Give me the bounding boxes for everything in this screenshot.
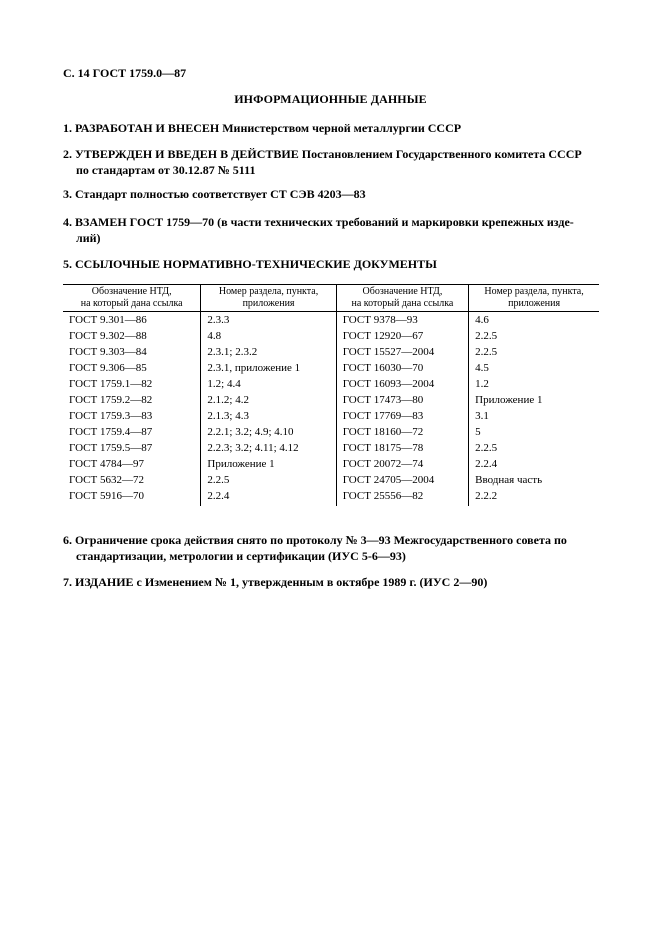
table-cell: ГОСТ 9.302—88 (63, 328, 201, 344)
table-cell: ГОСТ 17769—83 (336, 408, 468, 424)
table-cell: 4.8 (201, 328, 336, 344)
table-row (63, 360, 599, 376)
item-4-line-1: 4. ВЗАМЕН ГОСТ 1759—70 (в части технических требований и маркировки крепежных изде- (63, 215, 574, 229)
table-cell: 2.3.3 (201, 312, 336, 329)
table-cell: 2.2.5 (475, 330, 498, 342)
header-line: Обозначение НТД, (362, 286, 443, 297)
table-cell: 1.2 (475, 378, 489, 390)
table-row (63, 456, 599, 472)
table-cell: 4.6 (475, 314, 489, 326)
table-cell: 2.3.1; 2.3.2 (201, 344, 336, 360)
table-cell: 1.2; 4.4 (201, 376, 336, 392)
table-header-cell (336, 285, 468, 312)
item-4-line-2: лий) (76, 231, 101, 245)
table-cell: ГОСТ 16093—2004 (336, 376, 468, 392)
header-line: Обозначение НТД, (91, 286, 172, 297)
header-line: на который дана ссылка (80, 298, 183, 309)
table-row (63, 472, 599, 488)
references-table-wrapper (63, 284, 599, 506)
table-cell: ГОСТ 25556—82 (336, 488, 468, 506)
table-header-cell (63, 285, 201, 312)
table-cell: Приложение 1 (201, 456, 336, 472)
header-line: приложения (242, 298, 295, 309)
table-cell: ГОСТ 1759.5—87 (63, 440, 201, 456)
table-cell: 2.2.4 (201, 488, 336, 506)
table-cell: 2.2.5 (475, 346, 498, 358)
table-cell: 2.2.4 (475, 458, 498, 470)
table-cell: ГОСТ 18175—78 (336, 440, 468, 456)
table-cell: ГОСТ 1759.4—87 (63, 424, 201, 440)
table-cell: ГОСТ 1759.1—82 (63, 376, 201, 392)
table-cell: 2.1.2; 4.2 (201, 392, 336, 408)
table-cell: ГОСТ 18160—72 (336, 424, 468, 440)
table-cell: ГОСТ 12920—67 (336, 328, 468, 344)
table-cell: ГОСТ 1759.3—83 (63, 408, 201, 424)
table-cell: 4.5 (475, 362, 489, 374)
item-7: 7. ИЗДАНИЕ с Изменением № 1, утвержденным в октябре 1989 г. (ИУС 2—90) (63, 575, 488, 589)
item-6 (63, 532, 599, 564)
item-2-line-1: 2. УТВЕРЖДЕН И ВВЕДЕН В ДЕЙСТВИЕ Постановлением Государственного комитета СССР (63, 147, 582, 161)
table-cell: ГОСТ 9.301—86 (63, 312, 201, 329)
table-cell: 5 (475, 426, 481, 438)
item-1: 1. РАЗРАБОТАН И ВНЕСЕН Министерством черной металлургии СССР (63, 121, 462, 135)
table-cell: ГОСТ 20072—74 (336, 456, 468, 472)
item-3: 3. Стандарт полностью соответствует СТ СЭВ 4203—83 (63, 187, 366, 201)
table-row (63, 344, 599, 360)
header-line: Номер раздела, пункта, (218, 286, 319, 297)
table-cell: 2.2.1; 3.2; 4.9; 4.10 (201, 424, 336, 440)
table-cell: ГОСТ 4784—97 (63, 456, 201, 472)
table-header-cell (201, 285, 336, 312)
table-row (63, 440, 599, 456)
table-row (63, 392, 599, 408)
table-cell: ГОСТ 1759.2—82 (63, 392, 201, 408)
header-line: приложения (508, 298, 561, 309)
table-cell: 2.2.2 (475, 490, 498, 502)
item-5: 5. ССЫЛОЧНЫЕ НОРМАТИВНО-ТЕХНИЧЕСКИЕ ДОКУМЕНТЫ (63, 257, 437, 271)
table-cell: 2.1.3; 4.3 (201, 408, 336, 424)
references-table (63, 284, 599, 506)
table-cell: ГОСТ 5916—70 (63, 488, 201, 506)
table-cell: 3.1 (475, 410, 489, 422)
table-row (63, 328, 599, 344)
header-line: Номер раздела, пункта, (484, 286, 584, 297)
table-cell: 2.2.5 (475, 442, 498, 454)
table-cell: Приложение 1 (475, 394, 543, 406)
table-cell: ГОСТ 24705—2004 (336, 472, 468, 488)
item-2-line-2: по стандартам от 30.12.87 № 5111 (76, 163, 256, 177)
table-row (63, 312, 599, 329)
table-cell: ГОСТ 5632—72 (63, 472, 201, 488)
item-6-line-2: стандартизации, метрологии и сертификации (ИУС 5-6—93) (76, 549, 406, 563)
table-cell: ГОСТ 9378—93 (336, 312, 468, 329)
item-4 (63, 214, 599, 246)
table-body (63, 312, 599, 507)
table-row (63, 408, 599, 424)
page-header: С. 14 ГОСТ 1759.0—87 (63, 66, 187, 80)
item-6-line-1: 6. Ограничение срока действия снято по протоколу № 3—93 Межгосударственного совета по (63, 533, 567, 547)
table-row (63, 376, 599, 392)
table-cell: ГОСТ 16030—70 (336, 360, 468, 376)
section-title: ИНФОРМАЦИОННЫЕ ДАННЫЕ (234, 92, 427, 106)
table-cell: 2.2.3; 3.2; 4.11; 4.12 (201, 440, 336, 456)
table-header-row (63, 285, 599, 312)
table-cell: ГОСТ 9.306—85 (63, 360, 201, 376)
item-2 (63, 146, 599, 178)
table-cell: ГОСТ 17473—80 (336, 392, 468, 408)
table-cell: 2.3.1, приложение 1 (201, 360, 336, 376)
table-row (63, 424, 599, 440)
table-cell: 2.2.5 (201, 472, 336, 488)
table-cell: ГОСТ 9.303—84 (63, 344, 201, 360)
table-header-cell (469, 285, 599, 312)
table-cell: Вводная часть (475, 474, 543, 486)
table-row (63, 488, 599, 506)
table-cell: ГОСТ 15527—2004 (336, 344, 468, 360)
header-line: на который дана ссылка (351, 298, 454, 309)
